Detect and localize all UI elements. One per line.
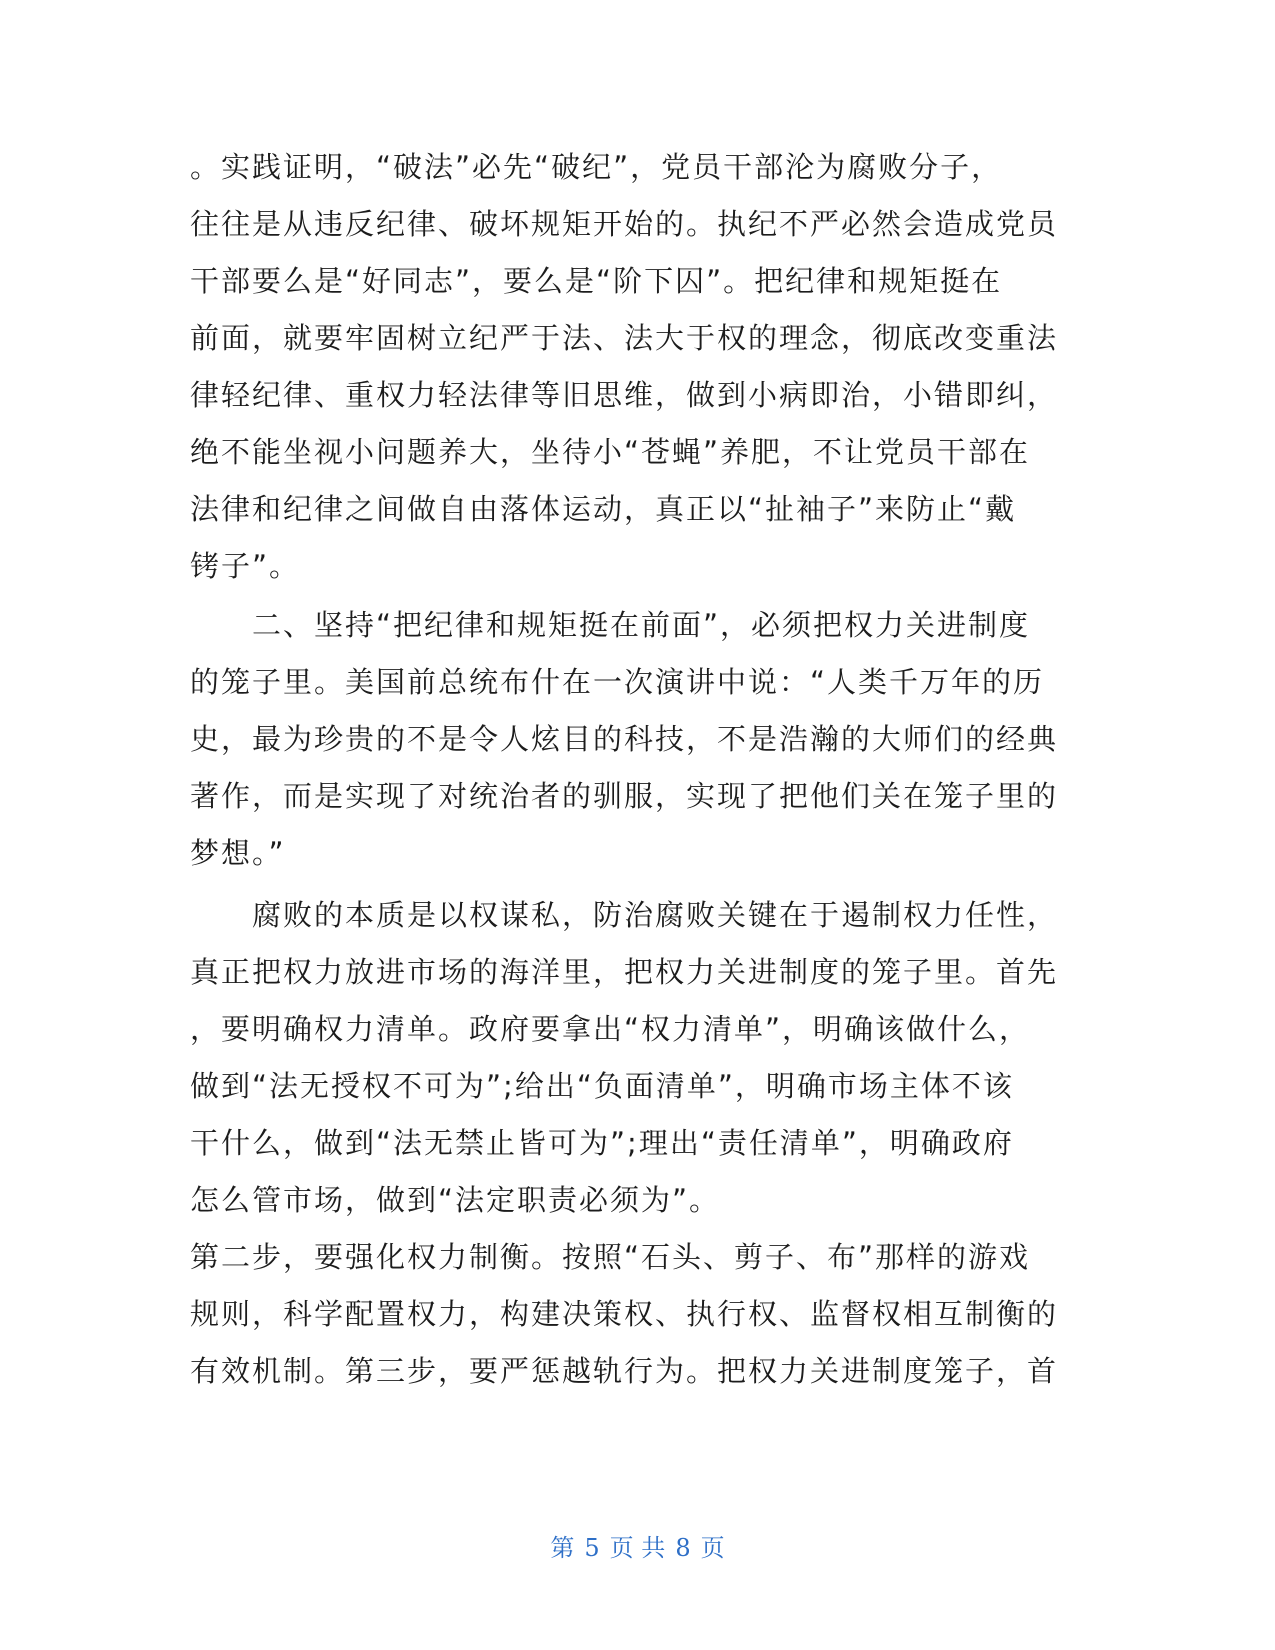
text-line: 有效机制。第三步，要严惩越轨行为。把权力关进制度笼子，首 (190, 1354, 1059, 1388)
text-line: 干部要么是“好同志”，要么是“阶下囚”。把纪律和规矩挺在 (190, 264, 1003, 298)
footer-prefix: 第 (550, 1534, 575, 1562)
text-line: 梦想。” (190, 836, 286, 870)
total-page-number: 8 (675, 1534, 691, 1562)
text-line: 规则，科学配置权力，构建决策权、执行权、监督权相互制衡的 (190, 1297, 1059, 1331)
footer-middle: 页 共 (609, 1534, 666, 1562)
page-number-footer (0, 1532, 1275, 1564)
paragraph-start-line: 腐败的本质是以权谋私，防治腐败关键在于遏制权力任性， (252, 898, 1059, 932)
text-line: 做到“法无授权不可为”;给出“负面清单”，明确市场主体不该 (190, 1069, 1014, 1103)
text-line: 往往是从违反纪律、破坏规矩开始的。执纪不严必然会造成党员 (190, 207, 1059, 241)
text-line: 怎么管市场，做到“法定职责必须为”。 (190, 1183, 721, 1217)
text-line: 绝不能坐视小问题养大，坐待小“苍蝇”养肥，不让党员干部在 (190, 435, 1031, 469)
text-line: 真正把权力放进市场的海洋里，把权力关进制度的笼子里。首先 (190, 955, 1059, 989)
text-line: 史，最为珍贵的不是令人炫目的科技，不是浩瀚的大师们的经典 (190, 722, 1059, 756)
paragraph-start-line: 二、坚持“把纪律和规矩挺在前面”，必须把权力关进制度 (252, 608, 1031, 642)
text-line: 第二步，要强化权力制衡。按照“石头、剪子、布”那样的游戏 (190, 1240, 1031, 1274)
text-line: 法律和纪律之间做自由落体运动，真正以“扯袖子”来防止“戴 (190, 492, 1017, 526)
text-line: 干什么，做到“法无禁止皆可为”;理出“责任清单”，明确政府 (190, 1126, 1014, 1160)
text-line: 的笼子里。美国前总统布什在一次演讲中说：“人类千万年的历 (190, 665, 1045, 699)
footer-suffix: 页 (700, 1534, 725, 1562)
text-line: 铐子”。 (190, 549, 301, 583)
text-line: 著作，而是实现了对统治者的驯服，实现了把他们关在笼子里的 (190, 779, 1059, 813)
current-page-number: 5 (584, 1534, 600, 1562)
text-line: 前面，就要牢固树立纪严于法、法大于权的理念，彻底改变重法 (190, 321, 1059, 355)
text-line: 律轻纪律、重权力轻法律等旧思维，做到小病即治，小错即纠， (190, 378, 1059, 412)
text-line: ，要明确权力清单。政府要拿出“权力清单”，明确该做什么， (190, 1012, 1031, 1046)
text-line: 。实践证明，“破法”必先“破纪”，党员干部沦为腐败分子， (190, 150, 1003, 184)
